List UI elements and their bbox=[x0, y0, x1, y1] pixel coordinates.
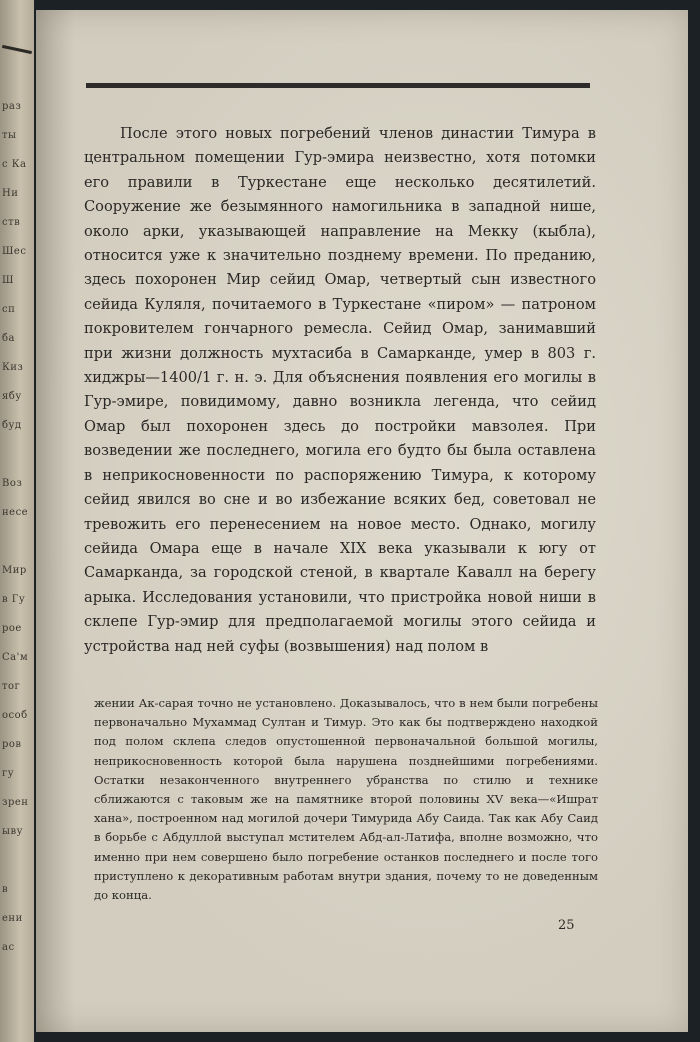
left-page-fragment bbox=[2, 846, 32, 875]
left-page-fragment bbox=[2, 440, 32, 469]
left-page-text-fragments bbox=[2, 92, 32, 962]
left-page-fragment: ени bbox=[2, 913, 23, 924]
footnote: жении Ак-сарая точно не установлено. Доказывалось, что в нем были погребены первоначально Мухаммад Султан и Тимур. Это как бы подтверждено находкой под полом склепа следов опустошенной первоначальной большой могилы, неприкосновенность которой была нарушена позднейшими погребениями. Остатки незаконченного внутреннего убранства по стилю и технике сближаются с таковым же на памятнике второй половины XV века—«Ишрат хана», построенном над могилой дочери Тимурида Абу Саида. Так как Абу Саид в борьбе с Абдуллой выступал мстителем Абд-ал-Латифа, вполне возможно, что именно при нем совершено было погребение останков последнего и после того приступлено к декоративным работам внутри здания, почему то не доведенным до конца. bbox=[94, 696, 598, 903]
left-page-fragment: Шес bbox=[2, 246, 27, 257]
left-page-fragment: ас bbox=[2, 942, 15, 953]
left-page-fragment: ба bbox=[2, 333, 15, 344]
book-page bbox=[36, 10, 688, 1032]
left-page-edge bbox=[0, 0, 34, 1042]
left-page-fragment: в bbox=[2, 884, 9, 895]
left-page-fragment: с Ка bbox=[2, 159, 27, 170]
left-page-fragment: Са'м bbox=[2, 652, 29, 663]
left-page-fragment: ты bbox=[2, 130, 17, 141]
left-page-rule bbox=[2, 45, 32, 54]
left-page-fragment: сп bbox=[2, 304, 16, 315]
left-page-fragment: раз bbox=[2, 101, 22, 112]
header-rule bbox=[86, 83, 590, 88]
left-page-fragment: Мир bbox=[2, 565, 27, 576]
page-number: 25 bbox=[558, 918, 575, 933]
left-page-fragment: рое bbox=[2, 623, 22, 634]
left-page-fragment: тог bbox=[2, 681, 21, 692]
left-page-fragment: Ни bbox=[2, 188, 19, 199]
left-page-fragment: буд bbox=[2, 420, 22, 431]
left-page-fragment: ябу bbox=[2, 391, 22, 402]
main-paragraph: После этого новых погребений членов династии Тимура в центральном помещении Гур-эмира неизвестно, хотя потомки его правили в Туркестане еще несколько десятилетий. Сооружение же безымянного намогильника в западной нише, около арки, указывающей направление на Мекку (кыбла), относится уже к значительно позднему времени. По преданию, здесь похоронен Мир сейид Омар, четвертый сын известного сейида Куляля, почитаемого в Туркестане «пиром» — патроном покровителем гончарного ремесла. Сейид Омар, занимавший при жизни должность мухтасиба в Самарканде, умер в 803 г. хиджры—1400/1 г. н. э. Для объяснения появления его могилы в Гур-эмире, повидимому, давно возникла легенда, что сейид Омар был похоронен здесь до постройки мавзолея. При возведении же последнего, могила его будто бы была оставлена в неприкосновенности по распоряжению Тимура, к которому сейид явился во сне и во избежание всяких бед, советовал не тревожить его перенесением на новое место. Однако, могилу сейида Омара еще в начале XIX века указывали к югу от Самарканда, за городской стеной, в квартале Кавалл на берегу арыка. Исследования установили, что пристройка новой ниши в склепе Гур-эмир для предполагаемой могилы этого сейида и устройства над ней суфы (возвышения) над полом в bbox=[84, 125, 596, 655]
left-page-fragment: гу bbox=[2, 768, 15, 779]
left-page-fragment: ыву bbox=[2, 826, 23, 837]
left-page-fragment: Воз bbox=[2, 478, 23, 489]
left-page-fragment: особ bbox=[2, 710, 28, 721]
left-page-fragment: Ш bbox=[2, 275, 14, 286]
left-page-fragment: зрен bbox=[2, 797, 29, 808]
left-page-fragment: несе bbox=[2, 507, 29, 518]
left-page-fragment bbox=[2, 527, 32, 556]
left-page-fragment: Киз bbox=[2, 362, 24, 373]
left-page-fragment: ств bbox=[2, 217, 21, 228]
left-page-fragment: в Гу bbox=[2, 594, 26, 605]
left-page-fragment: ров bbox=[2, 739, 22, 750]
